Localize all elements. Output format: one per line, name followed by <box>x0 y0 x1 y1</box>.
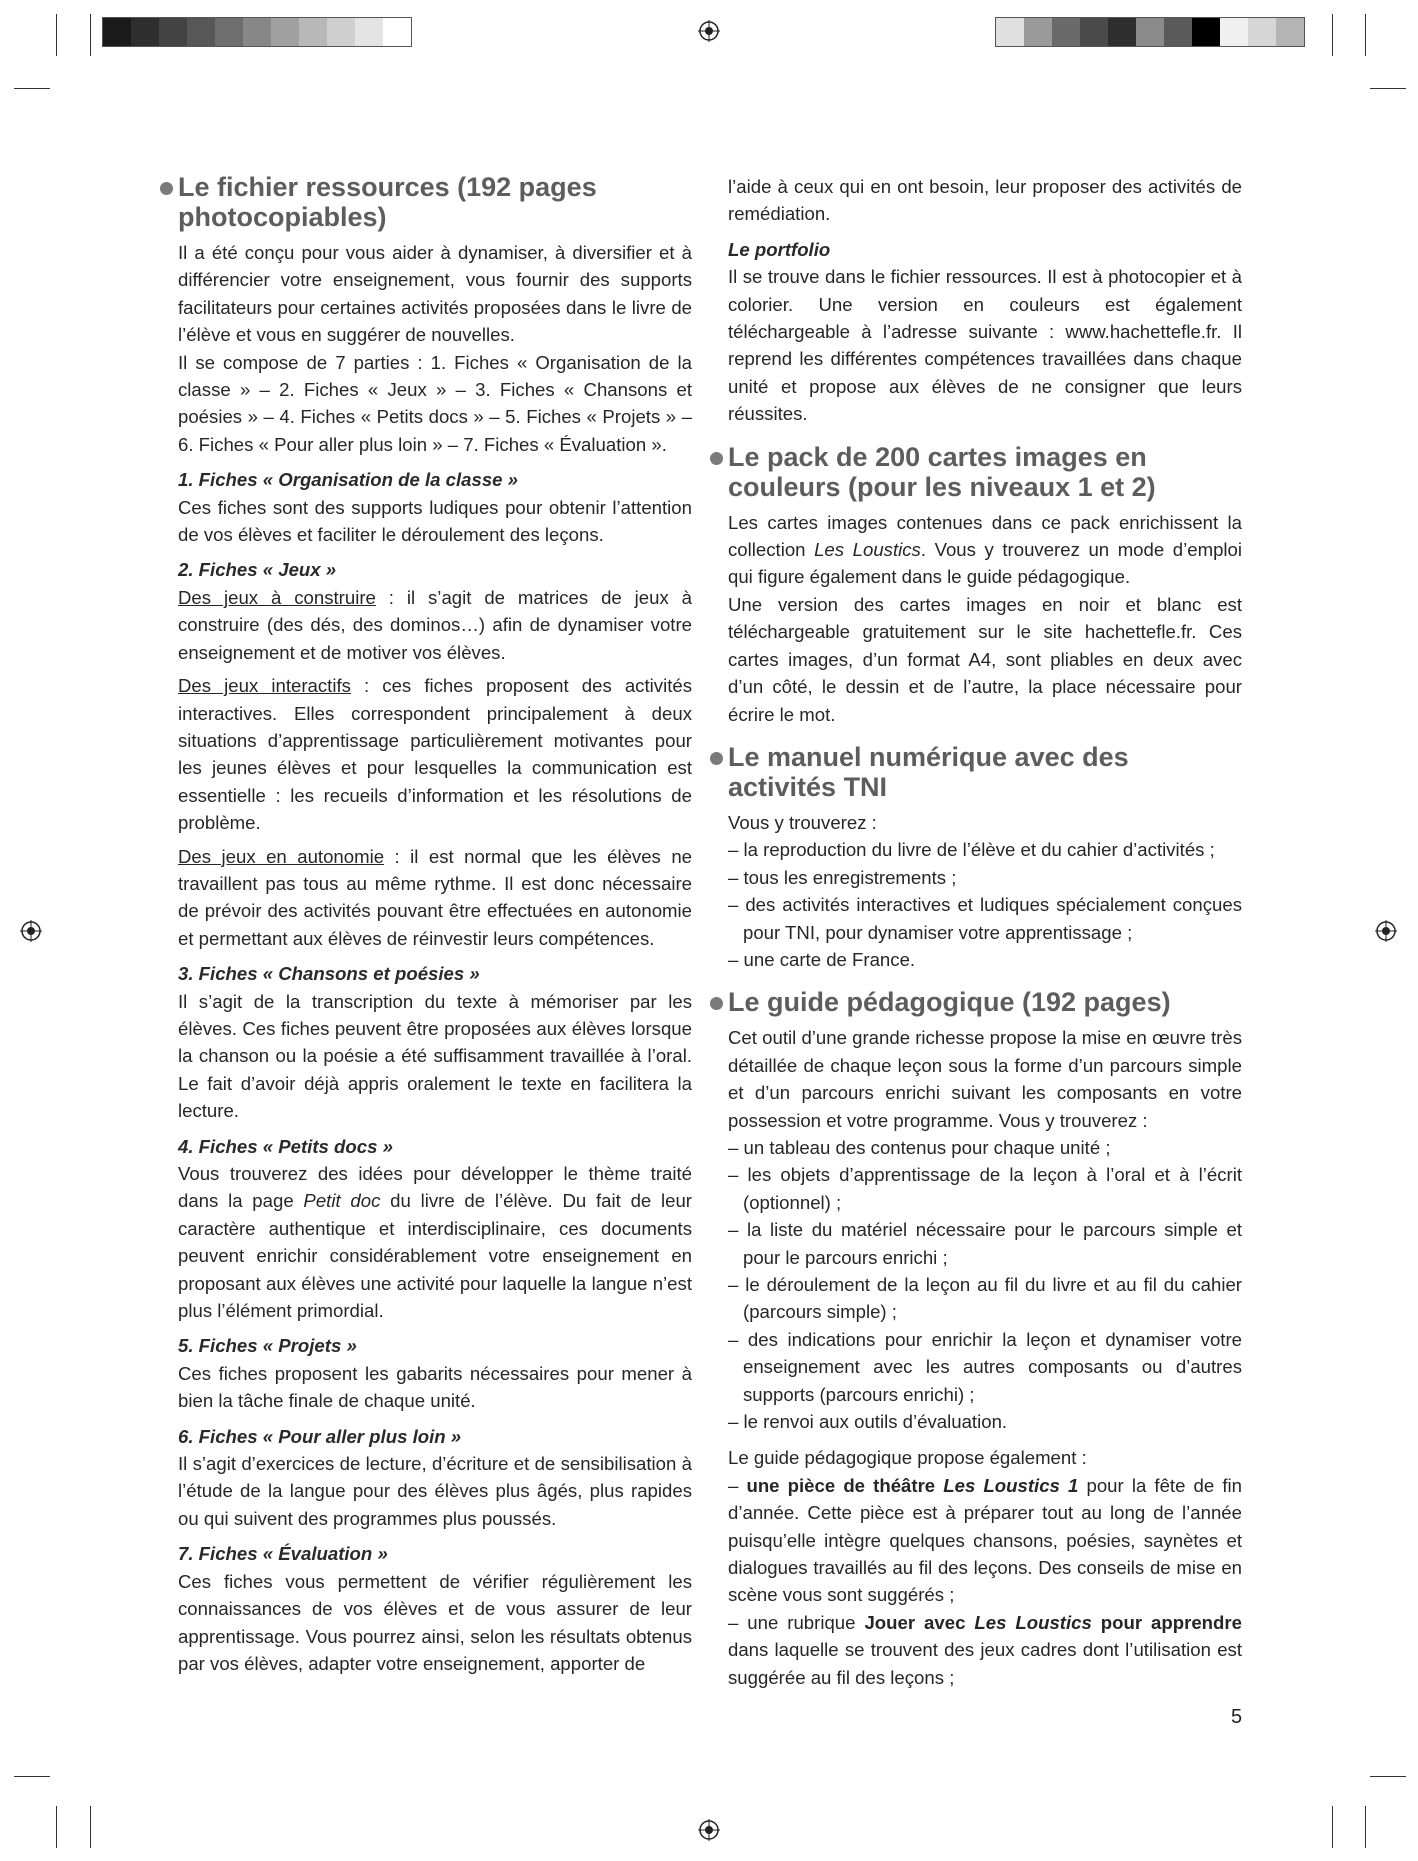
crop-mark <box>14 88 50 89</box>
section-heading: Le pack de 200 cartes images en couleurs (pour les niveaux 1 et 2) <box>728 442 1242 502</box>
bullet-icon <box>160 182 173 195</box>
subheading: 1. Fiches « Organisation de la classe » <box>178 469 519 491</box>
color-swatch <box>299 18 327 46</box>
color-swatch <box>131 18 159 46</box>
registration-mark-icon <box>20 920 42 942</box>
color-swatch <box>215 18 243 46</box>
crop-mark <box>1365 1806 1366 1848</box>
paragraph: Il s’agit d’exercices de lecture, d’écriture et de sensibilisation à l’étude de la langue pour des élèves plus âgés, plus rapides ou qui suivent des programmes plus poussés. <box>178 1453 692 1529</box>
page-number: 5 <box>1231 1706 1243 1728</box>
color-swatch <box>1136 18 1164 46</box>
underlined-term: Des jeux à construire <box>178 586 376 608</box>
registration-mark-icon <box>698 20 720 42</box>
crop-mark <box>56 1806 57 1848</box>
left-column <box>178 172 692 1677</box>
subheading: 4. Fiches « Petits docs » <box>178 1135 393 1157</box>
subheading: 6. Fiches « Pour aller plus loin » <box>178 1425 462 1447</box>
paragraph: l’aide à ceux qui en ont besoin, leur proposer des activités de remédiation. <box>728 176 1242 225</box>
section-heading: Le manuel numérique avec des activités TNI <box>728 742 1242 802</box>
bullet-icon <box>710 452 723 465</box>
color-swatch <box>355 18 383 46</box>
color-swatch <box>187 18 215 46</box>
paragraph: Des jeux à construire : il s’agit de matrices de jeux à construire (des dés, des dominos…) afin de dynamiser votre enseignement et de motiver vos élèves. <box>178 586 693 663</box>
color-swatch <box>327 18 355 46</box>
color-swatch <box>383 18 411 46</box>
paragraph: – une rubrique Jouer avec Les Loustics pour apprendre dans laquelle se trouvent des jeux cadres dont l’utilisation est suggérée au fil des leçons ; <box>728 1611 1242 1688</box>
paragraph: Il se compose de 7 parties : 1. Fiches « Organisation de la classe » – 2. Fiches « Jeux » – 3. Fiches « Chansons et poésies » – 4. Fiches « Petits docs » – 5. Fiches « Projets » – 6. Fiches « Pour aller plus loin » – 7. Fiches « Évaluation ». <box>178 351 692 455</box>
list-item: – le renvoi aux outils d’évaluation. <box>728 1411 1008 1433</box>
registration-mark-icon <box>1375 920 1397 942</box>
crop-mark <box>1365 14 1366 56</box>
paragraph: Ces fiches proposent les gabarits nécessaires pour mener à bien la tâche finale de chaque unité. <box>178 1362 692 1412</box>
color-swatch <box>1052 18 1080 46</box>
list-item: – des indications pour enrichir la leçon et dynamiser votre enseignement avec les autres composants ou d’autres supports (parcours enrichi) ; <box>728 1328 1242 1405</box>
paragraph: Il s’agit de la transcription du texte à mémoriser par les élèves. Ces fiches peuvent être proposées aux élèves lorsque la chanson ou la poésie a été suffisamment travaillée à l’oral. Le fait d’avoir déjà appris oralement le texte en facilitera la lecture. <box>178 990 692 1122</box>
list-item: – les objets d’apprentissage de la leçon à l’oral et à l’écrit (optionnel) ; <box>728 1164 1242 1213</box>
list-item: – une carte de France. <box>728 948 916 970</box>
color-calibration-bar-right <box>995 17 1305 47</box>
crop-mark <box>14 1776 50 1777</box>
list-item: – la liste du matériel nécessaire pour le parcours simple et pour le parcours enrichi ; <box>728 1219 1242 1268</box>
paragraph: Il a été conçu pour vous aider à dynamiser, à diversifier et à différencier votre enseignement, vous fournir des supports facilitateurs pour certaines activités proposées dans le livre de l’élève et vous en suggérer de nouvelles. <box>178 242 692 346</box>
list-item: – des activités interactives et ludiques spécialement conçues pour TNI, pour dynamiser votre apprentissage ; <box>728 894 1242 943</box>
crop-mark <box>90 1806 91 1848</box>
paragraph: Le guide pédagogique propose également : <box>728 1447 1087 1469</box>
paragraph: Des jeux interactifs : ces fiches proposent des activités interactives. Elles correspondent principalement à deux situations d’apprentissage particulièrement motivantes pour les jeunes élèves et pour lesquelles la communication est essentielle : les recueils d’information et les résolutions de problème. <box>178 675 693 834</box>
crop-mark <box>1332 1806 1333 1848</box>
list-item: – un tableau des contenus pour chaque unité ; <box>728 1136 1111 1158</box>
paragraph: Vous trouverez des idées pour développer le thème traité dans la page Petit doc du livre de l’élève. Du fait de leur caractère authentique et interdisciplinaire, ces documents peuvent enrichir considérablement votre enseignement en proposant aux élèves une activité pour laquelle la langue n’est plus l’élément primordial. <box>178 1163 693 1322</box>
paragraph: Cet outil d’une grande richesse propose la mise en œuvre très détaillée de chaque leçon sous la forme d’un parcours simple et d’un parcours enrichi suivant les composants en votre possession et votre programme. Vous y trouverez : <box>728 1027 1242 1131</box>
subheading: 2. Fiches « Jeux » <box>178 559 337 581</box>
paragraph: Vous y trouverez : <box>728 811 877 833</box>
color-swatch <box>1024 18 1052 46</box>
color-swatch <box>243 18 271 46</box>
crop-mark <box>1370 1776 1406 1777</box>
color-swatch <box>996 18 1024 46</box>
subheading: Le portfolio <box>728 238 831 260</box>
paragraph: Ces fiches sont des supports ludiques pour obtenir l’attention de vos élèves et faciliter le déroulement des leçons. <box>178 496 692 546</box>
underlined-term: Des jeux interactifs <box>178 675 351 697</box>
paragraph: Il se trouve dans le fichier ressources. Il est à photocopier et à colorier. Une version en couleurs est également téléchargeable à l’adresse suivante : www.hachettefle.fr. Il reprend les différentes compétences travaillées dans chaque unité et propose aux élèves de ne consigner que leurs réussites. <box>728 266 1242 425</box>
paragraph: Une version des cartes images en noir et blanc est téléchargeable gratuitement sur le site hachettefle.fr. Ces cartes images, d’un format A4, sont pliables en deux avec d’un côté, le dessin et de l’autre, la place nécessaire pour écrire le mot. <box>728 593 1242 725</box>
subheading: 5. Fiches « Projets » <box>178 1335 357 1357</box>
color-calibration-bar-left <box>102 17 412 47</box>
crop-mark <box>56 14 57 56</box>
color-swatch <box>1192 18 1220 46</box>
bullet-icon <box>710 752 723 765</box>
list-item: – le déroulement de la leçon au fil du livre et au fil du cahier (parcours simple) ; <box>728 1274 1242 1323</box>
color-swatch <box>1080 18 1108 46</box>
crop-mark <box>90 14 91 56</box>
list-item: – la reproduction du livre de l’élève et du cahier d’activités ; <box>728 839 1215 861</box>
subheading: 3. Fiches « Chansons et poésies » <box>178 963 480 985</box>
registration-mark-icon <box>698 1819 720 1841</box>
list-item: – tous les enregistrements ; <box>728 866 957 888</box>
color-swatch <box>1248 18 1276 46</box>
paragraph: Des jeux en autonomie : il est normal que les élèves ne travaillent pas tous au même rythme. Il est donc nécessaire de prévoir des activités pouvant être effectuées en autonomie et permettant aux élèves de réinvestir leurs compétences. <box>178 845 692 949</box>
color-swatch <box>1108 18 1136 46</box>
subheading: 7. Fiches « Évaluation » <box>178 1543 388 1565</box>
color-swatch <box>103 18 131 46</box>
crop-mark <box>1370 88 1406 89</box>
paragraph: Ces fiches vous permettent de vérifier régulièrement les connaissances de vos élèves et de vous assurer de leur apprentissage. Vous pourrez ainsi, selon les résultats obtenus par vos élèves, adapter votre enseignement, apporter de <box>178 1570 692 1674</box>
color-swatch <box>1164 18 1192 46</box>
section-heading: Le fichier ressources (192 pages photocopiables) <box>178 172 692 232</box>
color-swatch <box>159 18 187 46</box>
color-swatch <box>271 18 299 46</box>
underlined-term: Des jeux en autonomie <box>178 845 385 867</box>
paragraph: Les cartes images contenues dans ce pack enrichissent la collection Les Loustics. Vous y trouverez un mode d’emploi qui figure également dans le guide pédagogique. <box>728 511 1243 588</box>
paragraph: – une pièce de théâtre Les Loustics 1 pour la fête de fin d’année. Cette pièce est à préparer tout au long de l’année puisqu’elle intègre quelques chansons, poésies, saynètes et dialogues travaillés au fil des leçons. Des conseils de mise en scène vous sont suggérés ; <box>728 1474 1242 1606</box>
section-heading: Le guide pédagogique (192 pages) <box>728 987 1242 1017</box>
crop-mark <box>1332 14 1333 56</box>
color-swatch <box>1276 18 1304 46</box>
bullet-icon <box>710 997 723 1010</box>
color-swatch <box>1220 18 1248 46</box>
right-column <box>728 173 1242 1691</box>
